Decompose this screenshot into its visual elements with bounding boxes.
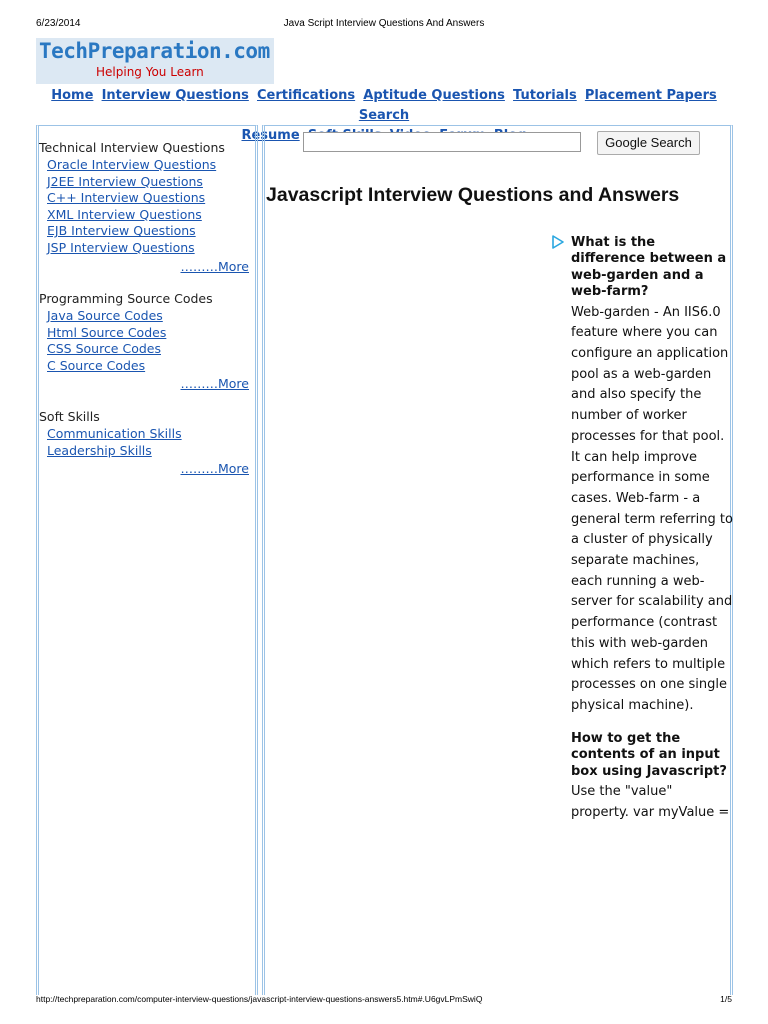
google-search-button[interactable]: Google Search xyxy=(597,131,700,155)
qa-list xyxy=(571,234,733,823)
sidebar-link-html-source[interactable]: Html Source Codes xyxy=(47,324,167,340)
sidebar-link-cpp[interactable]: C++ Interview Questions xyxy=(47,190,206,206)
print-document-title: Java Script Interview Questions And Answers xyxy=(283,18,485,29)
sidebar-heading: Programming Source Codes xyxy=(39,291,213,306)
sidebar xyxy=(36,125,258,995)
nav-aptitude-questions[interactable]: Aptitude Questions xyxy=(363,88,505,103)
answer-2: Use the "value" property. var myValue = xyxy=(571,783,730,820)
sidebar-more-link[interactable]: ………More xyxy=(180,258,249,274)
sidebar-link-jsp[interactable]: JSP Interview Questions xyxy=(47,239,195,255)
sidebar-more-link[interactable]: ………More xyxy=(180,461,249,477)
question-1: What is the difference between a web-garden and a web-farm? xyxy=(571,235,727,300)
sidebar-link-oracle[interactable]: Oracle Interview Questions xyxy=(47,157,217,172)
sidebar-heading: Technical Interview Questions xyxy=(39,140,225,155)
nav-placement-papers[interactable]: Placement Papers xyxy=(584,88,717,103)
sidebar-link-c-source[interactable]: C Source Codes xyxy=(47,357,146,373)
sidebar-more-link[interactable]: ………More xyxy=(180,376,249,392)
nav-search[interactable]: Search xyxy=(358,108,410,123)
sidebar-heading: Soft Skills xyxy=(39,409,100,424)
sidebar-link-communication[interactable]: Communication Skills xyxy=(47,426,182,441)
sidebar-section-technical xyxy=(39,140,249,275)
nav-tutorials[interactable]: Tutorials xyxy=(513,88,577,103)
print-page-number: 1/5 xyxy=(720,994,732,1004)
play-arrow-icon xyxy=(551,235,565,249)
print-footer xyxy=(0,994,768,1008)
sidebar-link-css-source[interactable]: CSS Source Codes xyxy=(47,341,161,357)
search-input[interactable] xyxy=(303,132,581,152)
answer-1: Web-garden - An IIS6.0 feature where you can configure an application pool as a web-garden and also specify the number of worker processes for that pool. It can help improve performance in some cases. Web-farm - a general term referring to a cluster of physically separate machines, each running a web-server for scalability and performance (contrast this with web-garden which refers to multiple processes on one single physical machine). xyxy=(571,304,733,713)
print-date: 6/23/2014 xyxy=(36,18,81,29)
nav-home[interactable]: Home xyxy=(51,88,94,103)
nav-interview-questions[interactable]: Interview Questions xyxy=(101,88,249,103)
nav-certifications[interactable]: Certifications xyxy=(256,88,356,103)
page-title: Javascript Interview Questions and Answers xyxy=(266,184,680,206)
sidebar-link-j2ee[interactable]: J2EE Interview Questions xyxy=(47,173,203,189)
sidebar-section-soft-skills xyxy=(39,409,249,477)
sidebar-link-java-source[interactable]: Java Source Codes xyxy=(47,308,163,323)
sidebar-link-xml[interactable]: XML Interview Questions xyxy=(47,206,202,222)
print-header xyxy=(0,18,768,34)
print-url: http://techpreparation.com/computer-interview-questions/javascript-interview-questions-answers5.htm#.U6gvLPmSwiQ xyxy=(36,994,483,1004)
logo-name: TechPreparation.com xyxy=(39,39,270,63)
sidebar-link-ejb[interactable]: EJB Interview Questions xyxy=(47,223,196,239)
question-2: How to get the contents of an input box using Javascript? xyxy=(571,730,727,779)
sidebar-link-leadership[interactable]: Leadership Skills xyxy=(47,442,152,458)
logo-tagline: Helping You Learn xyxy=(96,65,204,79)
nav-resume[interactable]: Resume xyxy=(241,128,300,143)
sidebar-section-source-codes xyxy=(39,291,249,392)
site-logo[interactable] xyxy=(36,38,274,84)
